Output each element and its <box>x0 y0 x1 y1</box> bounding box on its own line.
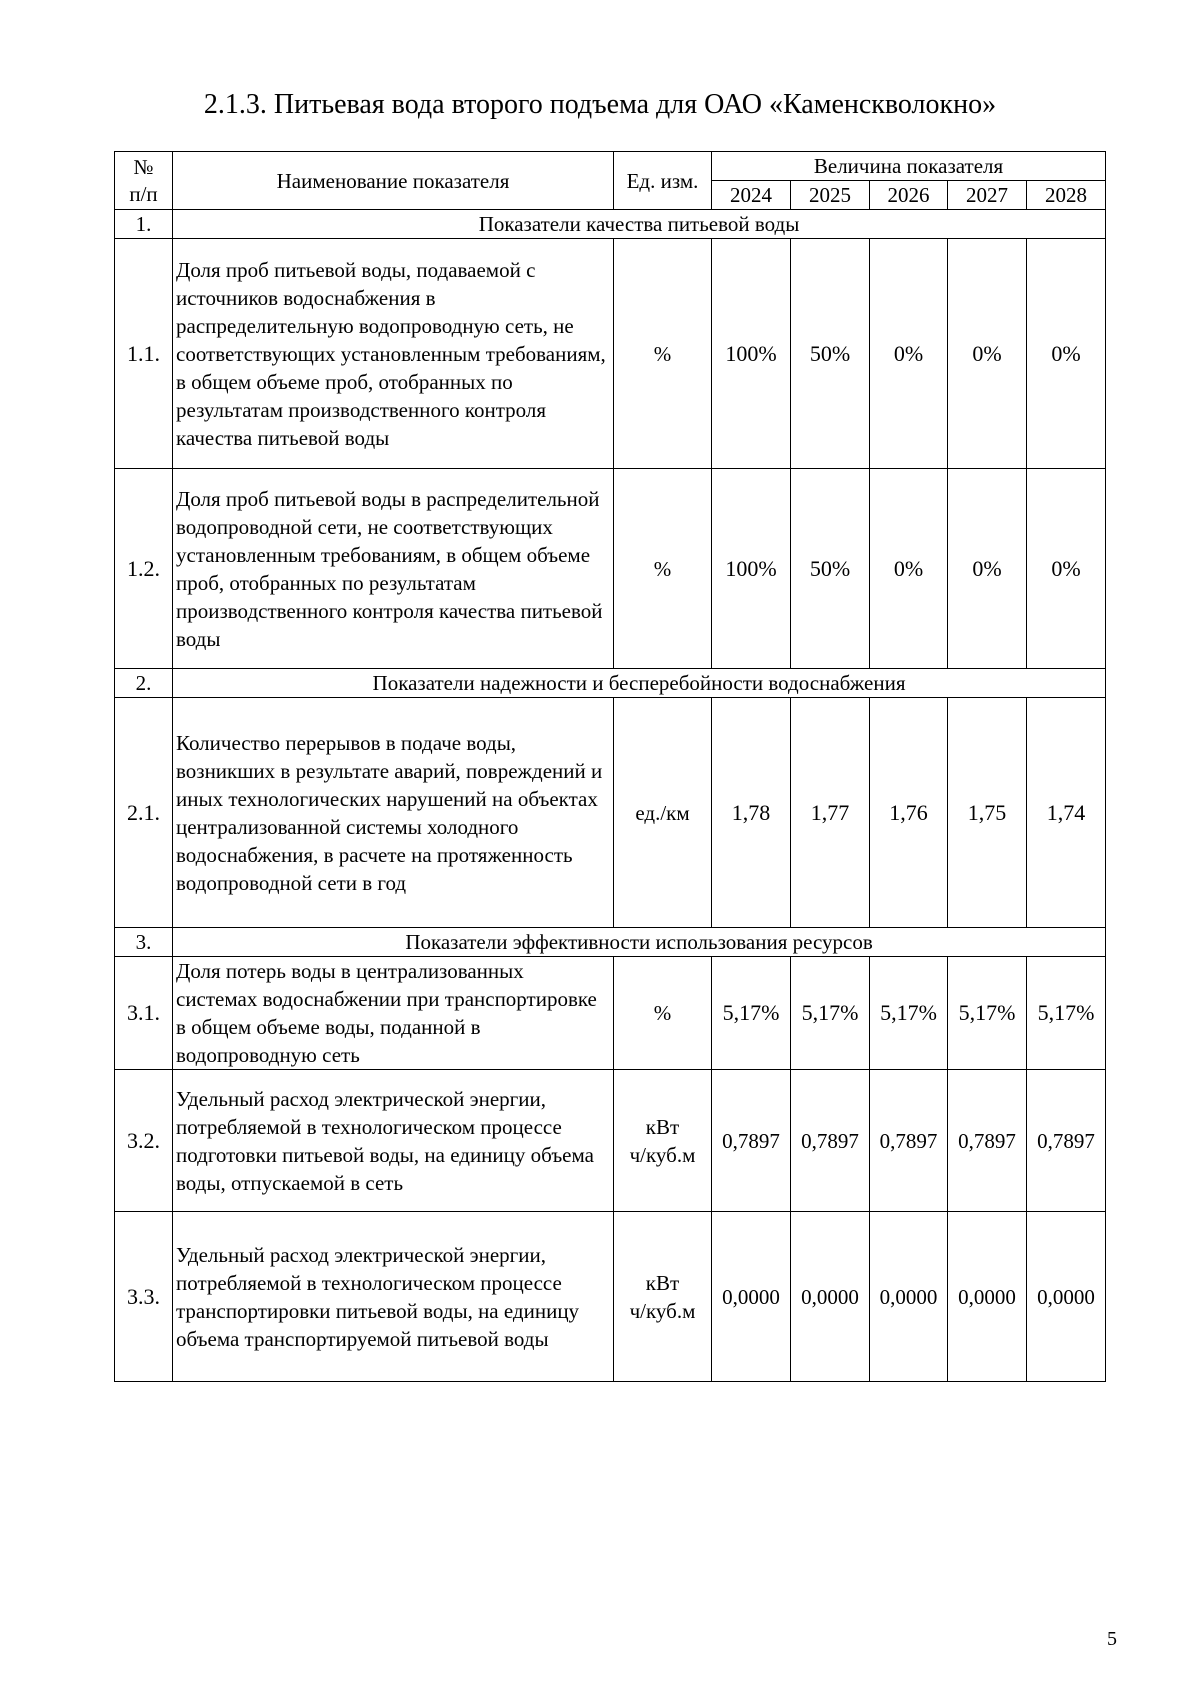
row-value: 5,17% <box>712 957 791 1070</box>
year-cell: 2026 <box>870 181 948 210</box>
row-unit-line1: кВт <box>645 1270 680 1295</box>
row-unit-line1: ед./км <box>635 800 690 825</box>
row-unit <box>614 469 712 669</box>
row-unit-line2: ч/куб.м <box>629 1298 696 1323</box>
row-value: 5,17% <box>870 957 948 1070</box>
row-unit-line1: % <box>653 341 672 366</box>
row-indicator-name: Доля проб питьевой воды в распределительной водопроводной сети, не соответствующих установленным требованиям, в общем объеме проб, отобранных по результатам производственного контроля качества питьевой воды <box>173 469 614 669</box>
row-value: 1,76 <box>870 698 948 928</box>
row-value: 0% <box>948 469 1027 669</box>
row-indicator-name: Количество перерывов в подаче воды, возникших в результате аварий, повреждений и иных технологических нарушений на объектах централизованной системы холодного водоснабжения, в расчете на протяженность водопроводной сети в год <box>173 698 614 928</box>
year-cell: 2024 <box>712 181 791 210</box>
row-value: 5,17% <box>948 957 1027 1070</box>
section-row <box>115 669 1106 698</box>
row-num: 2.1. <box>115 698 173 928</box>
row-value: 0% <box>870 469 948 669</box>
row-value: 100% <box>712 469 791 669</box>
page-number: 5 <box>1107 1628 1117 1650</box>
row-value: 0,0000 <box>1027 1212 1106 1382</box>
header-row <box>115 152 1106 181</box>
section-title: Показатели надежности и бесперебойности водоснабжения <box>173 669 1106 698</box>
row-num: 1.1. <box>115 239 173 469</box>
section-title: Показатели качества питьевой воды <box>173 210 1106 239</box>
row-unit <box>614 239 712 469</box>
row-value: 0,7897 <box>870 1070 948 1212</box>
row-value: 1,74 <box>1027 698 1106 928</box>
page-title: 2.1.3. Питьевая вода второго подъема для ОАО «Каменскволокно» <box>203 89 997 120</box>
section-row <box>115 210 1106 239</box>
row-value: 0,0000 <box>791 1212 870 1382</box>
table-row <box>115 1070 1106 1212</box>
row-value: 0,0000 <box>948 1212 1027 1382</box>
table-row <box>115 1212 1106 1382</box>
row-value: 1,75 <box>948 698 1027 928</box>
indicators-table <box>114 151 1106 1382</box>
year-cell: 2028 <box>1027 181 1106 210</box>
row-unit <box>614 1212 712 1382</box>
row-value: 0% <box>948 239 1027 469</box>
row-num: 1.2. <box>115 469 173 669</box>
row-value: 50% <box>791 469 870 669</box>
row-unit-line2: ч/куб.м <box>629 1142 696 1167</box>
row-value: 1,77 <box>791 698 870 928</box>
section-num: 1. <box>115 210 173 239</box>
row-value: 0,0000 <box>712 1212 791 1382</box>
row-unit-line1: кВт <box>645 1114 680 1139</box>
row-value: 0% <box>1027 239 1106 469</box>
year-cell: 2027 <box>948 181 1027 210</box>
row-value: 0,7897 <box>1027 1070 1106 1212</box>
header-num-cell <box>115 152 173 210</box>
row-num: 3.2. <box>115 1070 173 1212</box>
header-name-cell: Наименование показателя <box>173 152 614 210</box>
table-row <box>115 957 1106 1070</box>
row-value: 0,0000 <box>870 1212 948 1382</box>
row-indicator-name: Доля проб питьевой воды, подаваемой с источников водоснабжения в распределительную водопроводную сеть, не соответствующих установленным требованиям, в общем объеме проб, отобранных по результатам производственного контроля качества питьевой воды <box>173 239 614 469</box>
section-num: 2. <box>115 669 173 698</box>
row-value: 0% <box>870 239 948 469</box>
row-value: 0% <box>1027 469 1106 669</box>
row-unit-line1: % <box>653 556 672 581</box>
table-row <box>115 239 1106 469</box>
table-row <box>115 469 1106 669</box>
row-unit <box>614 957 712 1070</box>
row-value: 0,7897 <box>948 1070 1027 1212</box>
row-value: 1,78 <box>712 698 791 928</box>
row-value: 100% <box>712 239 791 469</box>
header-value-group: Величина показателя <box>712 152 1106 181</box>
section-num: 3. <box>115 928 173 957</box>
row-unit-line1: % <box>653 1001 672 1025</box>
row-value: 50% <box>791 239 870 469</box>
row-value: 0,7897 <box>791 1070 870 1212</box>
table-body <box>115 152 1106 1382</box>
row-value: 5,17% <box>791 957 870 1070</box>
year-cell: 2025 <box>791 181 870 210</box>
header-unit-cell: Ед. изм. <box>614 152 712 210</box>
row-indicator-name: Удельный расход электрической энергии, потребляемой в технологическом процессе подготовки питьевой воды, на единицу объема воды, отпускаемой в сеть <box>173 1070 614 1212</box>
row-indicator-name: Удельный расход электрической энергии, потребляемой в технологическом процессе транспортировки питьевой воды, на единицу объема транспортируемой питьевой воды <box>173 1212 614 1382</box>
row-unit <box>614 1070 712 1212</box>
row-value: 0,7897 <box>712 1070 791 1212</box>
header-num-symbol: № <box>133 154 154 179</box>
section-title: Показатели эффективности использования ресурсов <box>173 928 1106 957</box>
row-num: 3.3. <box>115 1212 173 1382</box>
row-indicator-name: Доля потерь воды в централизованных системах водоснабжении при транспортировке в общем объеме воды, поданной в водопроводную сеть <box>173 957 614 1070</box>
section-row <box>115 928 1106 957</box>
row-unit <box>614 698 712 928</box>
row-num: 3.1. <box>115 957 173 1070</box>
header-num-abbr: п/п <box>129 181 158 206</box>
table-row <box>115 698 1106 928</box>
row-value: 5,17% <box>1027 957 1106 1070</box>
